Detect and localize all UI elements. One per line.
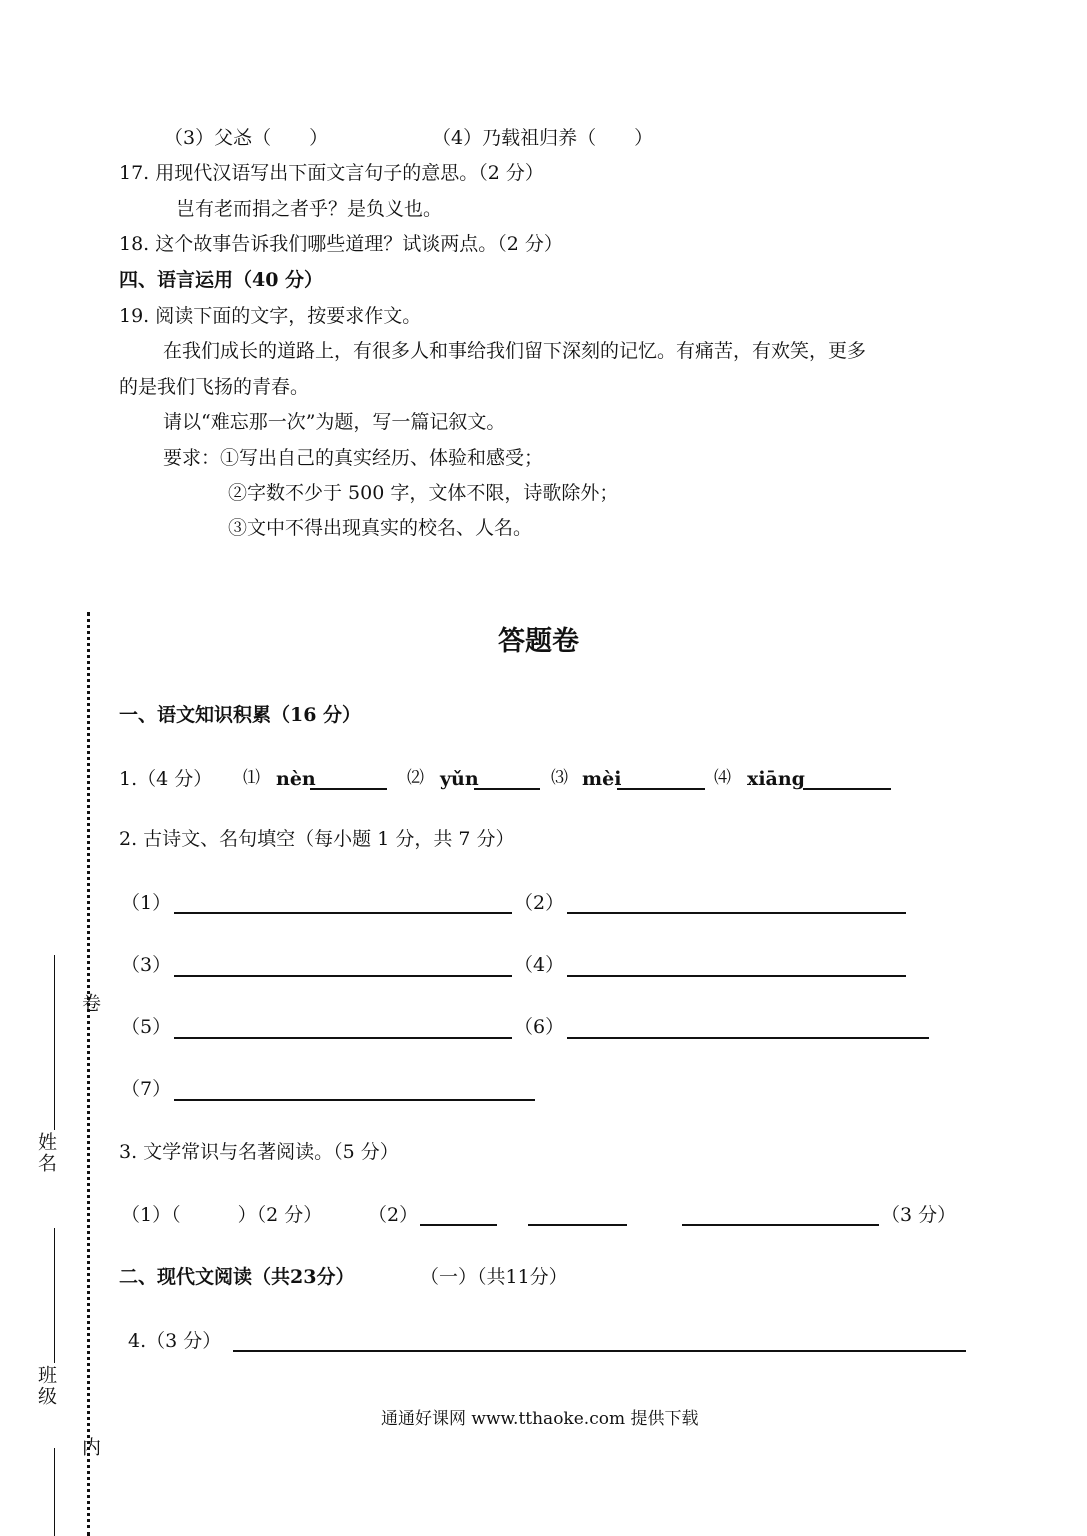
q2-answer-line-6[interactable]	[567, 1037, 929, 1039]
q17-sentence: 岂有老而捐之者乎？是负义也。	[176, 198, 443, 220]
class-label: 班级	[35, 1365, 57, 1407]
q1-item-2-pinyin: yǔn	[440, 768, 479, 790]
q2-blank-6-label: （6）	[514, 1016, 565, 1038]
section2-subheading: （一）（共11分）	[420, 1266, 568, 1288]
q18-prompt: 18. 这个故事告诉我们哪些道理？试谈两点。（2 分）	[119, 233, 563, 255]
q1-label: 1.（4 分）	[119, 768, 213, 790]
q1-item-4-number: ⑷	[714, 768, 731, 788]
q17-prompt: 17. 用现代汉语写出下面文言句子的意思。（2 分）	[119, 162, 544, 184]
q19-paragraph-1-line-2: 的是我们飞扬的青春。	[119, 376, 310, 398]
q3-answer-blank-2[interactable]	[528, 1224, 627, 1226]
footer-source: 通通好课网 www.tthaoke.com 提供下载	[381, 1409, 699, 1429]
q2-blank-3-label: （3）	[121, 954, 172, 976]
section2-heading: 二、现代文阅读（共23分）	[119, 1266, 355, 1288]
section4-heading: 四、语言运用（40 分）	[119, 269, 324, 291]
q2-answer-line-7[interactable]	[174, 1099, 535, 1101]
q1-item-1-number: ⑴	[243, 768, 260, 788]
q4-label: 4.（3 分）	[128, 1330, 222, 1352]
q3-part-2-label: （2）	[368, 1204, 419, 1226]
q2-answer-line-1[interactable]	[174, 912, 512, 914]
section1-heading: 一、语文知识积累（16 分）	[119, 704, 362, 726]
name-underline	[54, 955, 55, 1130]
margin-underline-3	[54, 1448, 55, 1536]
q19-requirement-1: 要求：①写出自己的真实经历、体验和感受；	[163, 447, 544, 469]
q2-blank-2-label: （2）	[514, 892, 565, 914]
q19-requirement-3: ③文中不得出现真实的校名、人名。	[228, 517, 533, 539]
q2-answer-line-3[interactable]	[174, 975, 512, 977]
class-underline	[54, 1228, 55, 1363]
q1-item-3-pinyin: mèi	[582, 768, 622, 790]
q2-answer-line-5[interactable]	[174, 1037, 512, 1039]
q1-item-1-pinyin: nèn	[276, 768, 316, 790]
name-label: 姓名	[35, 1132, 57, 1174]
q1-item-3-number: ⑶	[551, 768, 568, 788]
q16-item-4: （4）乃载祖归养（ ）	[432, 127, 654, 149]
q1-answer-blank-1[interactable]	[310, 788, 387, 790]
q19-paragraph-1-line-1: 在我们成长的道路上，有很多人和事给我们留下深刻的记忆。有痛苦，有欢笑，更多	[163, 340, 867, 362]
q19-prompt: 19. 阅读下面的文字，按要求作文。	[119, 305, 422, 327]
q2-blank-7-label: （7）	[121, 1078, 172, 1100]
q16-item-3: （3）父㣻（ ）	[164, 127, 329, 149]
q4-answer-line[interactable]	[233, 1350, 966, 1352]
q2-answer-line-2[interactable]	[567, 912, 906, 914]
q19-paragraph-2: 请以“难忘那一次”为题，写一篇记叙文。	[163, 411, 506, 433]
q1-answer-blank-2[interactable]	[474, 788, 540, 790]
margin-nei-char: 内	[79, 1437, 101, 1456]
margin-juan-char: 卷	[79, 993, 101, 1012]
binding-dotted-line	[87, 612, 90, 1536]
q3-label: 3. 文学常识与名著阅读。（5 分）	[119, 1141, 399, 1163]
q2-label: 2. 古诗文、名句填空（每小题 1 分，共 7 分）	[119, 828, 515, 850]
q1-answer-blank-4[interactable]	[803, 788, 891, 790]
q2-answer-line-4[interactable]	[567, 975, 906, 977]
q1-answer-blank-3[interactable]	[617, 788, 705, 790]
q3-answer-blank-1[interactable]	[420, 1224, 497, 1226]
q2-blank-1-label: （1）	[121, 892, 172, 914]
q1-item-4-pinyin: xiāng	[747, 768, 805, 790]
q2-blank-4-label: （4）	[514, 954, 565, 976]
q1-item-2-number: ⑵	[407, 768, 424, 788]
q3-part-1: （1）（ ）（2 分）	[121, 1204, 323, 1226]
q3-answer-blank-3[interactable]	[682, 1224, 879, 1226]
q2-blank-5-label: （5）	[121, 1016, 172, 1038]
q3-part-2-score: （3 分）	[881, 1204, 957, 1226]
q19-requirement-2: ②字数不少于 500 字，文体不限，诗歌除外；	[228, 482, 619, 504]
answer-sheet-title: 答题卷	[498, 626, 579, 657]
